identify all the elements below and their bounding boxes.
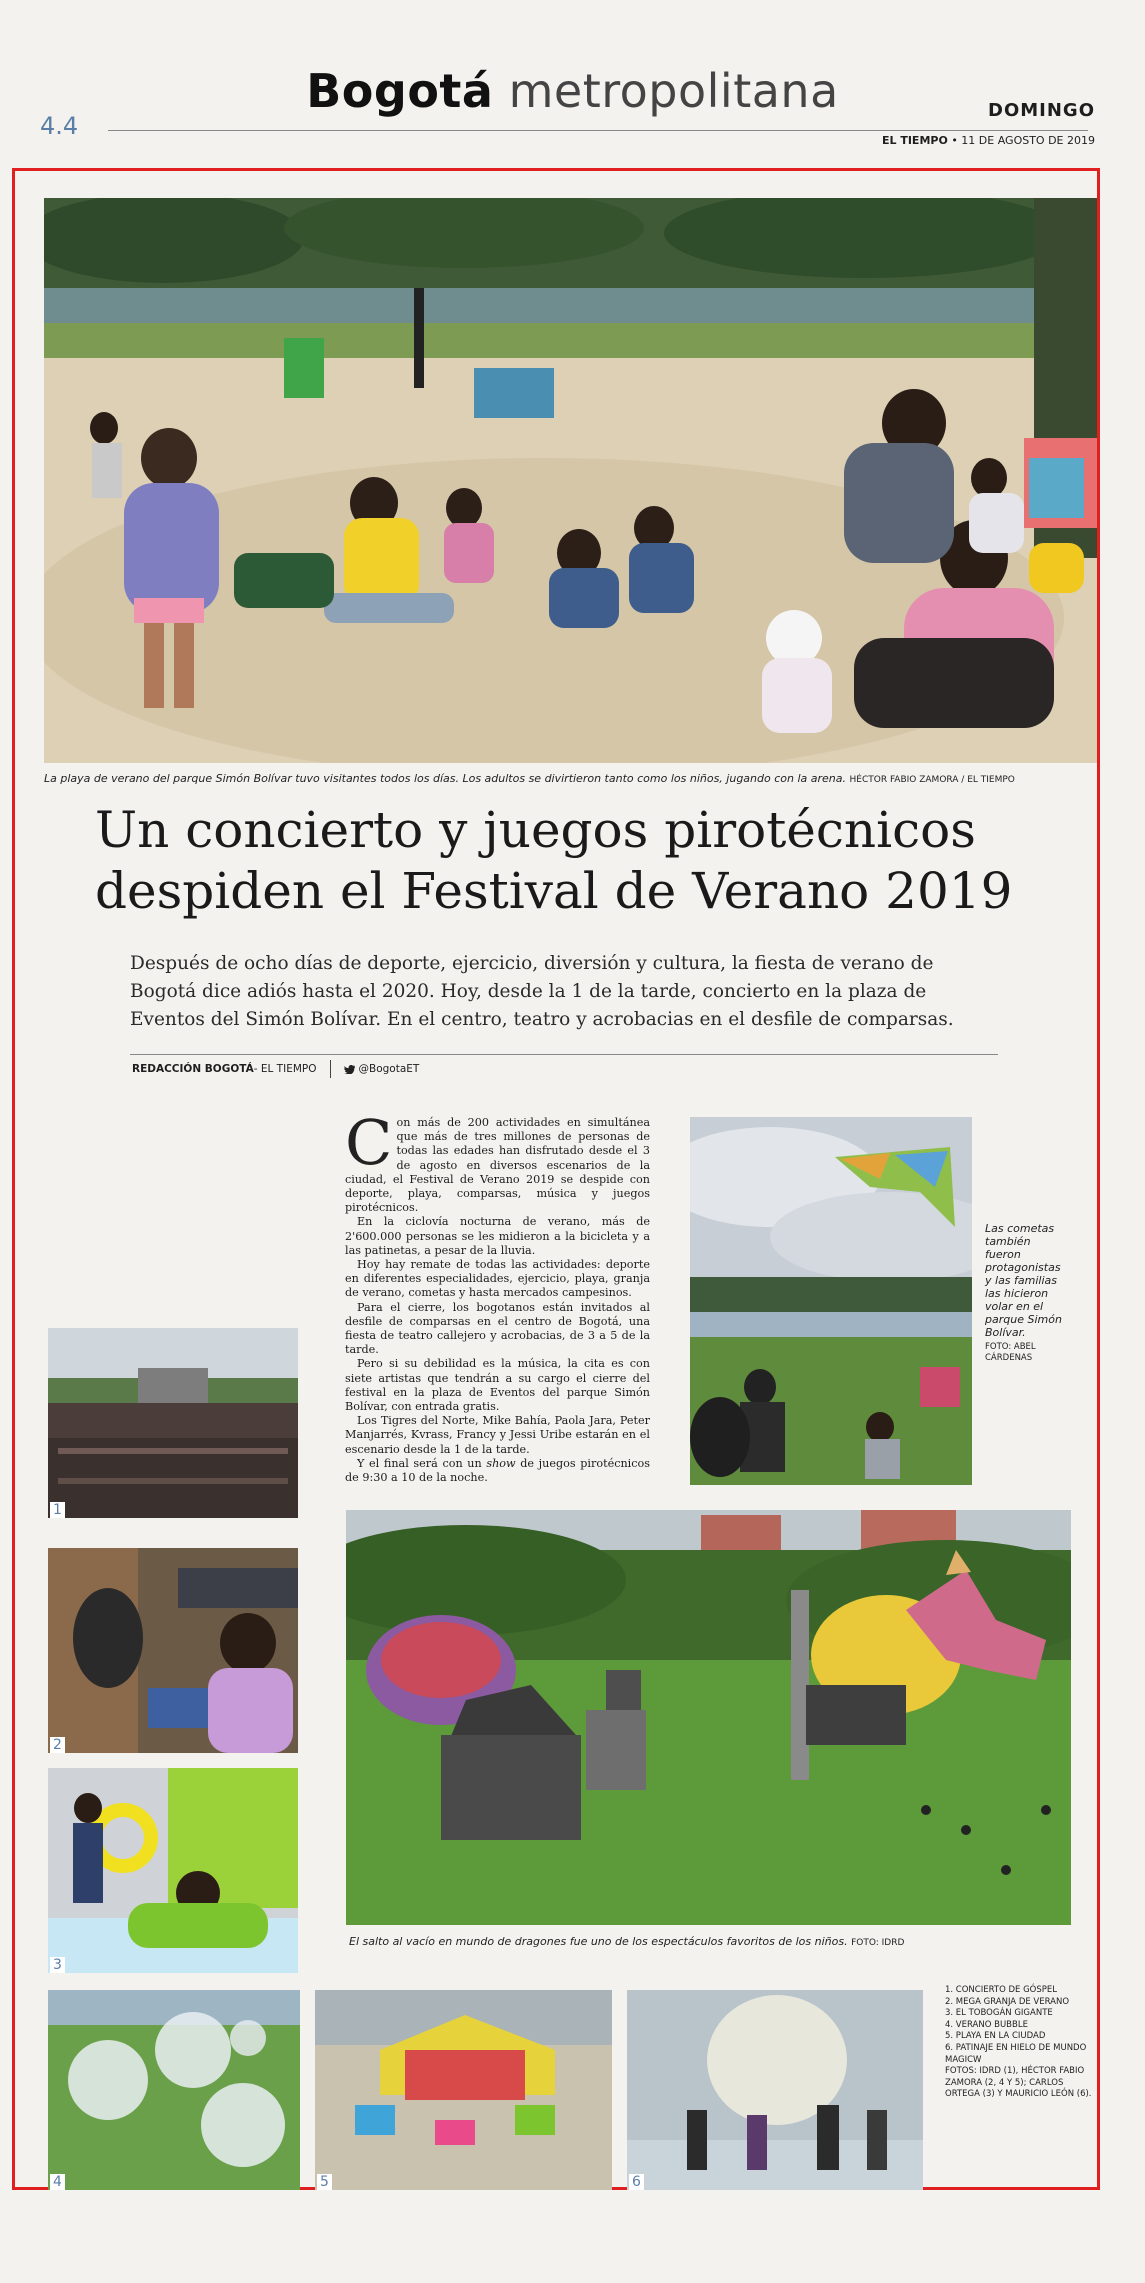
dropcap: C (345, 1106, 393, 1179)
small-photo-number: 2 (50, 1737, 65, 1753)
body-paragraph-3: Hoy hay remate de todas las actividades: deporte en diferentes especialidades, ejercicio, playa, granja de verano, cometas y hasta mercados campesinos. (345, 1258, 650, 1300)
dragon-caption-text: El salto al vacío en mundo de dragones fue uno de los espectáculos favoritos de los niños. (349, 1935, 848, 1948)
photo-list-item: 4. VERANO BUBBLE (945, 2019, 1028, 2030)
dateline (882, 134, 1095, 147)
section-title-rest: metropolitana (508, 64, 839, 118)
byline-desk: REDACCIÓN BOGOTÁ (132, 1063, 254, 1075)
small-photo-6 (627, 1990, 923, 2190)
small-photo-2 (48, 1548, 298, 1753)
photo-list-item: 1. CONCIERTO DE GÓSPEL (945, 1985, 1058, 1995)
small-photo-3 (48, 1768, 298, 1973)
body-paragraph-5: Pero si su debilidad es la música, la cita es con siete artistas que tendrán a su cargo el cierre del festival en la plaza de Eventos del parque Simón Bolívar, con entrada gratis. (345, 1357, 650, 1414)
issue-date: • 11 DE AGOSTO DE 2019 (951, 134, 1095, 147)
header-rule (108, 130, 1088, 131)
body-paragraph-7 (345, 1457, 650, 1485)
small-photo-number: 6 (629, 2174, 644, 2190)
byline-twitter[interactable]: @BogotaET (358, 1063, 420, 1075)
photo-list (945, 1985, 1095, 2101)
small-photo-number: 3 (50, 1957, 65, 1973)
dragon-photo-caption (349, 1935, 1069, 1948)
photo-list-item: 6. PATINAJE EN HIELO DE MUNDO MAGICW (945, 2042, 1087, 2065)
body-paragraph-2: En la ciclovía nocturna de verano, más de 2'600.000 personas se les midieron a la bicicleta y a las patinetas, a pesar de la lluvia. (345, 1215, 650, 1257)
small-photo-5 (315, 1990, 612, 2190)
small-photo-number: 5 (317, 2174, 332, 2190)
dragon-photo-credit: FOTO: IDRD (851, 1938, 905, 1948)
beach-photo-caption (44, 772, 1097, 785)
small-photo-1 (48, 1328, 298, 1518)
small-photo-4 (48, 1990, 300, 2190)
kite-photo-caption (985, 1222, 1065, 1364)
body-paragraph-6: Los Tigres del Norte, Mike Bahía, Paola Jara, Peter Manjarrés, Kvrass, Francy y Jessi Uribe estarán en el escenario desde la 1 de la tarde. (345, 1414, 650, 1456)
article-body (345, 1106, 650, 1485)
body-p7-end: de juegos pirotécnicos de 9:30 a 10 de la noche. (345, 1456, 650, 1485)
photo-list-credit: FOTOS: IDRD (1), HÉCTOR FABIO ZAMORA (2, 4 Y 5); CARLOS ORTEGA (3) Y MAURICIO LEÓN (6). (945, 2066, 1092, 2100)
kite-caption-text: Las cometas también fueron protagonistas y las familias las hicieron volar en el parque Simón Bolívar. (985, 1222, 1062, 1339)
small-photo-number: 1 (50, 1502, 65, 1518)
dragon-photo (346, 1510, 1071, 1925)
body-paragraph-4: Para el cierre, los bogotanos están invitados al desfile de comparsas en el centro de Bogotá, una fiesta de teatro callejero y acrobacias, de 3 a 5 de la tarde. (345, 1300, 650, 1357)
twitter-bird-icon (344, 1065, 355, 1074)
byline-paper: - EL TIEMPO (253, 1063, 317, 1075)
body-paragraph-1: on más de 200 actividades en simultánea que más de tres millones de personas de todas las edades han disfrutado desde el 3 de agosto en diversos escenarios de la ciudad, el Festival de Verano 2019 se despide con deporte, playa, comparsas, música y juegos pirotécnicos. (345, 1116, 650, 1215)
beach-photo (44, 198, 1097, 763)
section-title-bold: Bogotá (306, 64, 494, 118)
weekday: DOMINGO (988, 100, 1095, 121)
photo-list-item: 5. PLAYA EN LA CIUDAD (945, 2031, 1046, 2042)
article-deck: Después de ocho días de deporte, ejercicio, diversión y cultura, la fiesta de verano de Bogotá dice adiós hasta el 2020. Hoy, desde la 1 de la tarde, concierto en la plaza de Eventos del Simón Bolívar. En el centro, teatro y acrobacias en el desfile de comparsas. (130, 953, 954, 1030)
kite-photo-credit: FOTO: ABEL CÁRDENAS (985, 1342, 1036, 1363)
photo-list-item: 3. EL TOBOGÁN GIGANTE (945, 2008, 1053, 2019)
article-headline: Un concierto y juegos pirotécnicos despiden el Festival de Verano 2019 (95, 801, 1013, 920)
section-title (0, 64, 1145, 118)
page-number: 4.4 (40, 112, 79, 140)
byline-rule (130, 1054, 998, 1055)
paper-name: EL TIEMPO (881, 134, 948, 147)
byline-separator (330, 1060, 331, 1078)
kite-photo (690, 1117, 972, 1485)
byline (132, 1060, 419, 1078)
body-p7-start: Y el final será con un (357, 1456, 487, 1470)
small-photo-number: 4 (50, 2174, 65, 2190)
beach-photo-credit: HÉCTOR FABIO ZAMORA / EL TIEMPO (849, 775, 1015, 785)
body-p7-em: show (486, 1456, 516, 1470)
beach-caption-text: La playa de verano del parque Simón Bolívar tuvo visitantes todos los días. Los adultos se divirtieron tanto como los niños, jugando con la arena. (44, 772, 847, 785)
photo-list-item: 2. MEGA GRANJA DE VERANO (945, 1996, 1070, 2007)
